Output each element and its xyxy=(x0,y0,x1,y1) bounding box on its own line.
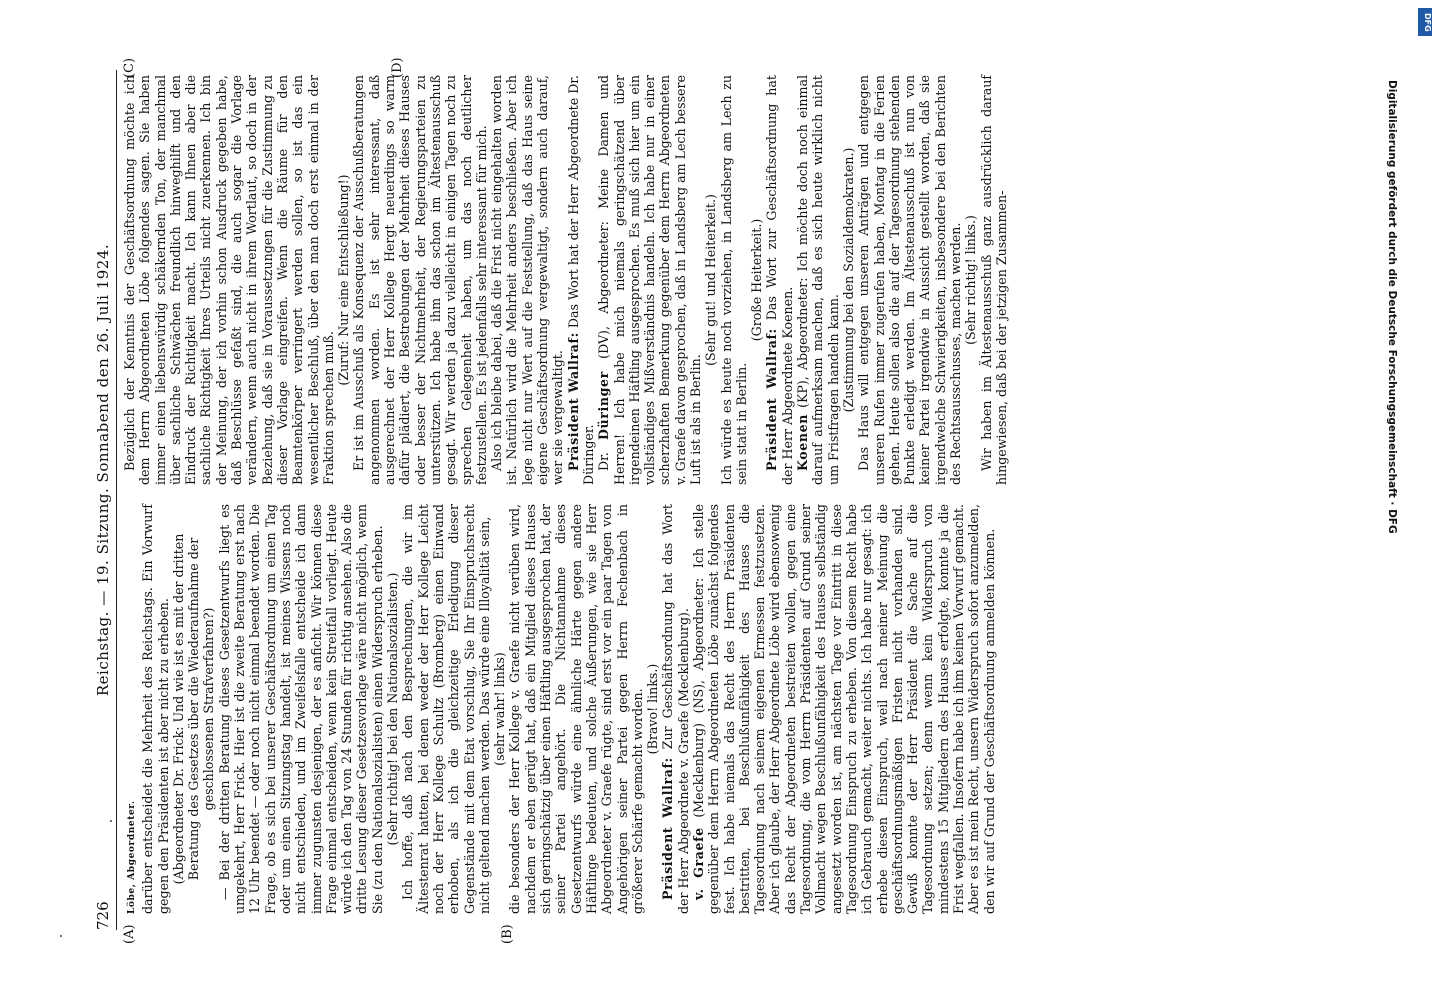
speaker-paragraph xyxy=(596,75,703,485)
speaker-name: Präsident Wallraf: xyxy=(660,757,676,900)
speech-text: (KP), Abgeordneter: Ich möchte doch noch einmal darauf aufmerksam machen, daß es sich heute wirklich nicht um Fristfragen handeln kann. xyxy=(795,75,841,485)
interjection: (Abgeordneter Dr. Frick: Und wie ist es mit der dritten Beratung des Gesetzes über die Wiederaufnahme der geschlossenen Strafverfahren?) xyxy=(170,533,217,885)
scan-speck xyxy=(60,935,62,937)
title-prefix: Dr. xyxy=(596,452,612,471)
speaker-tag: Löbe, Abgeordneter. xyxy=(127,800,137,914)
interjection: (Sehr richtig! links.) xyxy=(963,215,979,345)
margin-letter-b: (B) xyxy=(500,924,515,944)
digitization-note: Digitalisierung gefördert durch die Deutsche Forschungsgemeinschaft · DFG xyxy=(1386,80,1398,534)
margin-letter-a: (A) xyxy=(122,924,137,944)
paragraph: Wir haben im Ältestenausschuß ganz ausdrücklich darauf hingewiesen, daß bei der jetzigen Zusammen- xyxy=(978,75,1009,485)
paragraph: Ich hoffe, daß nach den Besprechungen, die wir im Ältestenrat hatten, bei denen weder der Herr Kollege Leicht noch der Herr Kollege Schultz (Bromberg) einen Einwand erhoben, als ich die gleichzeitige Erledigung dieser Gegenstände mit dem Etat vorschlug, Sie Ihr Einspruchsrecht nicht geltend machen werden. Das würde eine Illoyalität sein, xyxy=(400,504,492,914)
interjection: (sehr wahr! links) xyxy=(492,652,508,766)
paragraph: die besonders der Herr Kollege v. Graefe nicht verüben wird, nachdem er eben gerügt hat, daß ein Mitglied dieses Hauses sich geringschätzig über einen Häftling ausgesprochen hat, der seiner Partei angehört. Die Nichtannahme dieses Gesetzentwurfs würde eine ähnliche Härte gegen andere Häftlinge bedeuten, und solche Äußerungen, wie sie Herr Abgeordneter v. Graefe rügte, sind erst vor ein paar Tagen von Angehörigen seiner Partei gegen Herrn Fechenbach in größerer Schärfe gemacht worden. xyxy=(507,504,645,914)
speaker-paragraph xyxy=(566,75,597,485)
dfg-logo: DFG xyxy=(1418,8,1432,36)
speaker-paragraph xyxy=(795,75,841,485)
speech-text: (Mecklenburg) (NS), Abgeordneter: Ich stelle gegenüber dem Herrn Abgeordneten Löbe zunächst folgendes fest. Ich habe niemals das Recht des Herrn Präsidenten bestritten, bei Beschlußunfähigkeit des Hauses die Tagesordnung nach seinem eigenen Ermessen festzusetzen. Aber ich glaube, der Herr Abgeordnete Löbe wird ebensowenig das Recht der Abgeordneten bestreiten wollen, gegen eine Tagesordnung, die vom Herrn Präsidenten auf Grund seiner Vollmacht wegen Beschlußunfähigkeit des Hauses selbständig angesetzt worden ist, am nächsten Tage vor Eintritt in diese Tagesordnung Einspruch zu erheben. Von diesem Recht habe ich Gebrauch gemacht, weiter nichts. Ich habe nur gesagt: ich erhebe diesen Einspruch, weil nach meiner Meinung die geschäftsordnungsmäßigen Fristen nicht vorhanden sind. Gewiß konnte der Herr Präsident die Sache auf die Tagesordnung setzen; denn wenn kein Widerspruch von mindestens 15 Mitgliedern des Hauses erfolgte, konnte ja die Frist wegfallen. Insofern habe ich ihm keinen Vorwurf gemacht. Aber es ist mein Recht, unsern Widerspruch sofort anzumelden, den wir auf Grund der Geschäftsordnung anmelden können. xyxy=(690,503,997,914)
speaker-name: Präsident Wallraf: xyxy=(764,328,780,471)
interjection: (Große Heiterkeit.) xyxy=(749,218,765,342)
speaker-paragraph xyxy=(660,504,691,914)
speech-text: Das Wort hat der Herr Abgeordnete Dr. Düringer. xyxy=(565,75,596,485)
speaker-name: v. Graefe xyxy=(690,827,706,900)
running-title: Reichstag. — 19. Sitzung. Sonnabend den 26. Juli 1924. xyxy=(94,243,112,697)
speech-text: Zur Geschäftsordnung hat das Wort der Herr Abgeordnete v. Graefe (Mecklenburg). xyxy=(660,504,691,914)
interjection: (Sehr richtig! bei den Nationalsozialisten.) xyxy=(385,572,401,846)
speaker-paragraph xyxy=(691,504,997,914)
paragraph: Das Haus will entgegen unseren Anträgen und entgegen unseren Rufen immer zugerufen haben, Montag in die Ferien gehen. Heute sollen also die auf der Tagesordnung stehenden Punkte erledigt werden. Im Ältestenausschuß ist nun von keiner Partei irgendwie in Aussicht gestellt worden, daß sie irgendwelche Schwierigkeiten, insbesondere bei den Berichten des Rechtsausschusses, machen werden. xyxy=(856,75,964,485)
rotated-document-page xyxy=(90,57,1009,944)
left-text-column xyxy=(122,504,997,914)
speaker-name: Düringer xyxy=(596,371,612,440)
interjection: (Zuruf: Nur eine Entschließung!) xyxy=(336,174,352,386)
paragraph: Bezüglich der Kenntnis der Geschäftsordnung möchte ich dem Herrn Abgeordneten Löbe folgendes sagen. Sie haben immer einen liebenswürdig schäkernden Ton, der manchmal über sachliche Schwächen freundlich hinweghilft und den Eindruck der Richtigkeit macht. Ich kann Ihnen aber die sachliche Richtigkeit Ihres Urteils nicht zuerkennen. Ich bin der Meinung, der ich vorhin schon Ausdruck gegeben habe, daß Beschlüsse gefaßt sind, die auch sogar die Vorlage verändern, wenn auch nicht in ihrem Wortlaut, so doch in der Beziehung, daß sie in Voraussetzungen für die Zustimmung zu dieser Vorlage eingreifen. Wenn die Räume für den Beamtenkörper verringert werden sollen, so ist das ein wesentlicher Beschluß, über den man doch erst einmal in der Fraktion sprechen muß. xyxy=(122,75,336,485)
paragraph: Also ich bleibe dabei, daß die Frist nicht eingehalten worden ist. Natürlich wird die Mehrheit anders beschließen. Aber ich lege nicht nur Wert auf die Feststellung, daß das Haus seine eigene Geschäftsordnung vergewaltigt, sondern auch darauf, wer sie vergewaltigt. xyxy=(489,75,566,485)
interjection: (Bravo! links.) xyxy=(645,663,661,755)
speaker-name: Koenen xyxy=(795,413,811,471)
speech-text: Das Wort zur Geschäftsordnung hat der Herr Abgeordnete Koenen. xyxy=(764,75,795,485)
speech-text: (DV), Abgeordneter: Meine Damen und Herren! Ich habe mich niemals geringschätzend über irgendeinen Häftling ausgesprochen. Es muß sich hier um ein vollständiges Mißverständnis handeln. Ich habe nur in einer scherzhaften Bemerkung gegenüber dem Herrn Abgeordneten v. Graefe davon gesprochen, daß in Landsberg am Lech bessere Luft ist als in Berlin. xyxy=(596,75,703,485)
paragraph: Ich würde es heute noch vorziehen, in Landsberg am Lech zu sein statt in Berlin. xyxy=(718,75,749,485)
interjection: (Zustimmung bei den Sozialdemokraten.) xyxy=(840,147,856,413)
right-text-column xyxy=(122,75,1009,485)
scan-speck xyxy=(110,820,112,822)
interjection: (Sehr gut! und Heiterkeit.) xyxy=(703,194,719,366)
margin-letter-c: (C) xyxy=(122,57,137,78)
speaker-paragraph xyxy=(764,75,795,485)
speaker-name: Präsident Wallraf: xyxy=(565,332,581,471)
margin-letter-d: (D) xyxy=(390,57,405,78)
paragraph: darüber entscheidet die Mehrheit des Reichstags. Ein Vorwurf gegen den Präsidenten ist aber nicht zu erheben. xyxy=(140,504,171,914)
page-header xyxy=(90,70,117,930)
page-number: 726 xyxy=(94,901,112,930)
paragraph: Er ist im Ausschuß als Konsequenz der Ausschußberatungen angenommen worden. Es ist sehr interessant, daß ausgerechnet der Herr Kollege Hergt neuerdings so warm dafür plädiert, die Bestrebungen der Mehrheit dieses Hauses oder besser der Nichtmehrheit, der Regierungsparteien zu unterstützen. Ich habe ihm das schon im Ältestenausschuß gesagt. Wir werden ja dazu vielleicht in einigen Tagen noch zu sprechen Gelegenheit haben, um das noch deutlicher festzustellen. Es ist jedenfalls sehr interessant für mich. xyxy=(351,75,489,485)
paragraph: — Bei der dritten Beratung dieses Gesetzentwurfs liegt es umgekehrt, Herr Frick. Hier ist die zweite Beratung erst nach 12 Uhr beendet — oder noch nicht einmal beendet worden. Die Frage, ob es sich bei unserer Geschäftsordnung um einen Tag oder um einen Sitzungstag handelt, ist meines Wissens noch nicht entschieden, und im Zweifelsfalle entscheide ich dann immer zugunsten desjenigen, der es anficht. Wir können diese Frage einmal entscheiden, wenn kein Streitfall vorliegt. Heute würde ich den Tag von 24 Stunden für richtig ansehen. Also die dritte Lesung dieser Gesetzesvorlage wäre nicht möglich, wenn Sie (zu den Nationalsozialisten) einen Widerspruch erheben. xyxy=(216,504,385,914)
